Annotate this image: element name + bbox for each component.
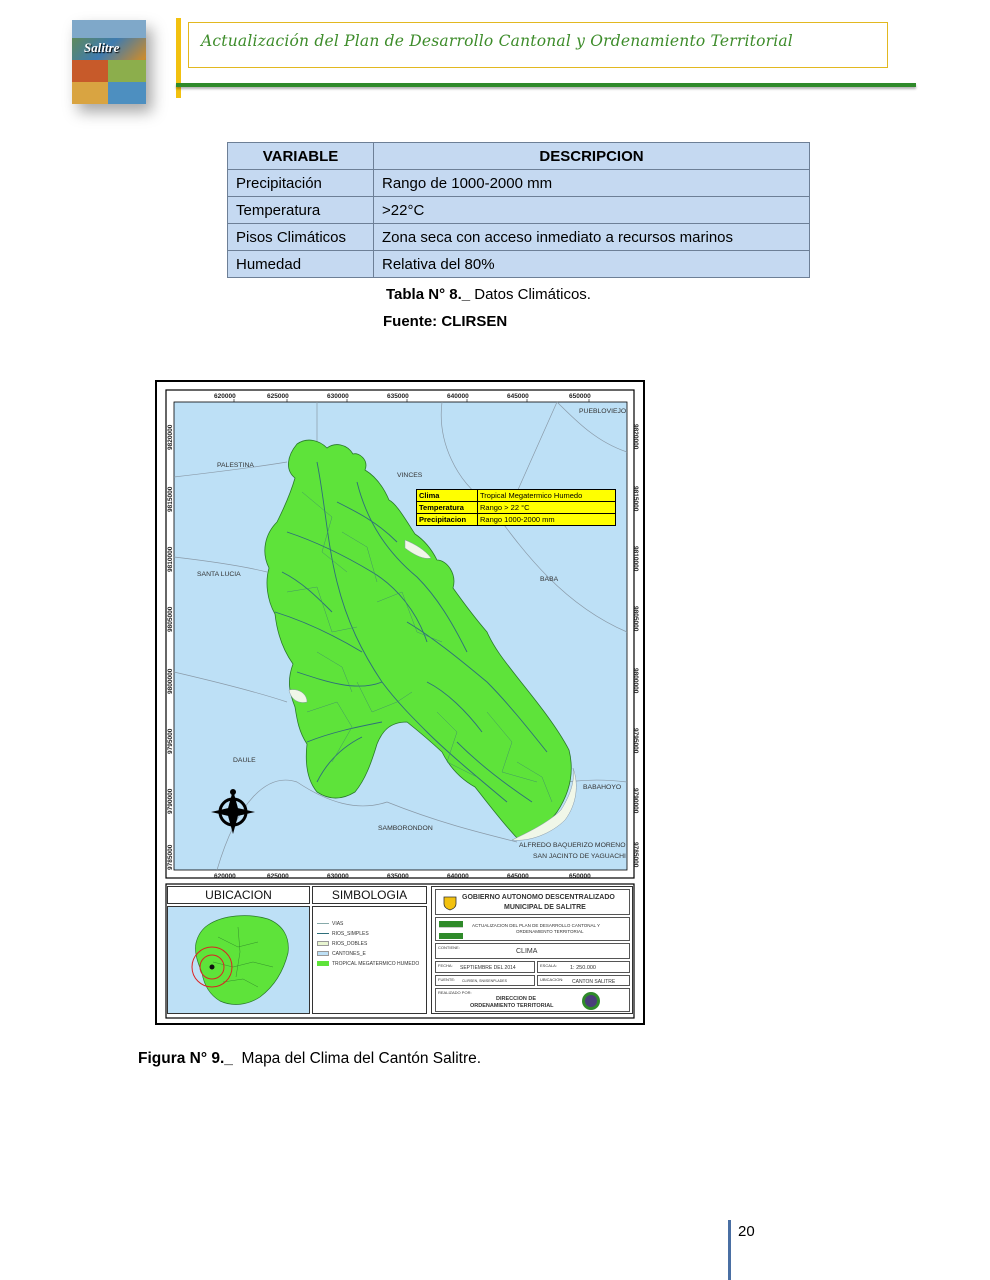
escala-label: ESCALA: — [540, 963, 557, 968]
table-cell: Humedad — [228, 251, 374, 278]
x-tick-label: 635000 — [387, 873, 409, 880]
logo-text: Salitre — [84, 40, 120, 55]
place-label-alfredo-baquerizo: ALFREDO BAQUERIZO MORENO — [519, 842, 626, 849]
ubicacion-cell — [537, 975, 630, 986]
y-tick-label: 9810000 — [167, 546, 174, 572]
place-label-baba: BABA — [540, 576, 559, 583]
y-tick-label: 9795000 — [632, 728, 639, 754]
table-cell: Temperatura — [228, 197, 374, 224]
table-row — [228, 224, 810, 251]
y-tick-label: 9820000 — [167, 424, 174, 450]
table-cell: Rango de 1000-2000 mm — [374, 170, 810, 197]
table-row — [228, 251, 810, 278]
symbol-label: TROPICAL MEGATERMICO HUMEDO — [332, 961, 420, 967]
escala-value: 1: 250.000 — [570, 965, 596, 971]
place-label-palestina: PALESTINA — [217, 462, 254, 469]
table-row — [228, 170, 810, 197]
x-tick-label: 620000 — [214, 873, 236, 880]
table-cell: Precipitación — [228, 170, 374, 197]
table-header-descripcion: DESCRIPCION — [374, 143, 810, 170]
y-tick-label: 9815000 — [167, 486, 174, 512]
x-tick-label: 625000 — [267, 873, 289, 880]
y-tick-label: 9785000 — [632, 842, 639, 868]
page-number: 20 — [738, 1223, 755, 1240]
legend-key: Clima — [417, 490, 478, 502]
header-green-rule — [176, 83, 916, 87]
simbologia-title: SIMBOLOGIA — [331, 888, 408, 902]
y-tick-label: 9805000 — [167, 606, 174, 632]
symbol-label: CANTONES_E — [332, 951, 366, 957]
y-tick-label: 9790000 — [632, 788, 639, 814]
climate-map — [155, 380, 645, 1025]
y-tick-label: 9800000 — [632, 668, 639, 694]
legend-key: Precipitacion — [417, 514, 478, 526]
table-cell: >22°C — [374, 197, 810, 224]
x-tick-label: 645000 — [507, 873, 529, 880]
department-logo-icon — [581, 991, 601, 1011]
contiene-cell — [435, 943, 630, 959]
table-caption — [386, 286, 591, 303]
legend-value: Rango > 22 °C — [478, 502, 616, 514]
place-label-santa-lucia: SANTA LUCIA — [197, 571, 241, 578]
legend-value: Rango 1000-2000 mm — [478, 514, 616, 526]
x-tick-label: 630000 — [327, 393, 349, 400]
realizado-line2: ORDENAMIENTO TERRITORIAL — [470, 1003, 554, 1009]
x-tick-label: 640000 — [447, 873, 469, 880]
contiene-value: CLIMA — [516, 948, 538, 955]
table-source: Fuente: CLIRSEN — [383, 313, 508, 330]
page-number-bar — [728, 1220, 731, 1280]
climate-legend — [416, 489, 616, 526]
ubicacion-header — [167, 886, 310, 904]
place-label-vinces: VINCES — [397, 472, 423, 479]
y-tick-label: 9820000 — [632, 424, 639, 450]
salitre-logo — [72, 20, 146, 104]
symbol-swatch-tropical — [317, 961, 329, 966]
table-header-variable: VARIABLE — [228, 143, 374, 170]
y-tick-label: 9805000 — [632, 606, 639, 632]
contiene-label: CONTIENE: — [438, 945, 460, 950]
table-cell: Pisos Climáticos — [228, 224, 374, 251]
ecuador-inset-map — [168, 907, 309, 1013]
table-caption-text: Datos Climáticos. — [470, 286, 591, 303]
table-header-row — [228, 143, 810, 170]
place-label-puebloviejo: PUEBLOVIEJO — [579, 408, 627, 415]
fuente-value: CLIRSEN, SNI/SENPLADES — [462, 979, 507, 983]
ubicacion-inset-map — [167, 906, 310, 1014]
symbol-swatch-vias — [317, 923, 329, 924]
x-tick-label: 625000 — [267, 393, 289, 400]
y-tick-label: 9815000 — [632, 486, 639, 512]
header-title-box — [188, 22, 888, 68]
fecha-cell — [435, 961, 535, 973]
project-line2: ORDENAMIENTO TERRITORIAL — [516, 929, 584, 934]
symbol-swatch-rios-dobles — [317, 941, 329, 946]
legend-value: Tropical Megatermico Humedo — [478, 490, 616, 502]
y-tick-label: 9795000 — [167, 728, 174, 754]
y-tick-label: 9790000 — [167, 788, 174, 814]
realizado-cell — [435, 988, 630, 1012]
x-tick-label: 650000 — [569, 873, 591, 880]
realizado-label: REALIZADO POR: — [438, 990, 472, 995]
table-row — [228, 197, 810, 224]
x-tick-label: 645000 — [507, 393, 529, 400]
gov-line1: GOBIERNO AUTONOMO DESCENTRALIZADO — [462, 894, 615, 901]
ubicacion-label: UBICACION: — [540, 977, 564, 982]
symbol-label: RIOS_SIMPLES — [332, 931, 369, 937]
header-title: Actualización del Plan de Desarrollo Cantonal y Ordenamiento Territorial — [201, 32, 793, 50]
gov-line2: MUNICIPAL DE SALITRE — [504, 904, 586, 911]
place-label-daule: DAULE — [233, 757, 256, 764]
x-tick-label: 630000 — [327, 873, 349, 880]
figure-caption — [138, 1050, 481, 1068]
symbol-swatch-rios-simples — [317, 933, 329, 934]
fecha-value: SEPTIEMBRE DEL 2014 — [460, 965, 516, 971]
legend-key: Temperatura — [417, 502, 478, 514]
project-line1: ACTUALIZACION DEL PLAN DE DESARROLLO CANTONAL Y — [472, 923, 601, 928]
map-title-block — [431, 886, 633, 1014]
simbologia-panel — [312, 906, 427, 1014]
project-cell — [435, 917, 630, 941]
fuente-label: FUENTE: — [438, 977, 456, 982]
simbologia-header — [312, 886, 427, 904]
y-tick-label: 9810000 — [632, 546, 639, 572]
x-tick-label: 620000 — [214, 393, 236, 400]
table-cell: Relativa del 80% — [374, 251, 810, 278]
symbol-swatch-cantones — [317, 951, 329, 956]
municipal-shield-icon — [442, 895, 458, 911]
gov-title-cell — [435, 889, 630, 915]
place-label-babahoyo: BABAHOYO — [583, 784, 622, 791]
escala-cell — [537, 961, 630, 973]
y-tick-label: 9785000 — [167, 844, 174, 870]
y-tick-label: 9800000 — [167, 668, 174, 694]
table-cell: Zona seca con acceso inmediato a recursos marinos — [374, 224, 810, 251]
fuente-cell — [435, 975, 535, 986]
symbol-label: RIOS_DOBLES — [332, 941, 368, 947]
ubicacion-value: CANTON SALITRE — [572, 979, 616, 985]
figure-caption-label: Figura N° 9._ — [138, 1050, 233, 1067]
table-caption-label: Tabla N° 8._ — [386, 286, 471, 303]
fecha-label: FECHA: — [438, 963, 453, 968]
flag-green-stripe-2 — [439, 933, 463, 939]
x-tick-label: 635000 — [387, 393, 409, 400]
place-label-samborondon: SAMBORONDON — [378, 825, 433, 832]
place-label-san-jacinto: SAN JACINTO DE YAGUACHI — [533, 853, 626, 860]
realizado-line1: DIRECCION DE — [496, 996, 537, 1002]
symbol-label: VIAS — [332, 921, 344, 927]
x-tick-label: 640000 — [447, 393, 469, 400]
ubicacion-title: UBICACION — [205, 888, 272, 902]
figure-caption-text: Mapa del Clima del Cantón Salitre. — [232, 1050, 482, 1067]
x-tick-label: 650000 — [569, 393, 591, 400]
climate-table — [227, 142, 810, 278]
